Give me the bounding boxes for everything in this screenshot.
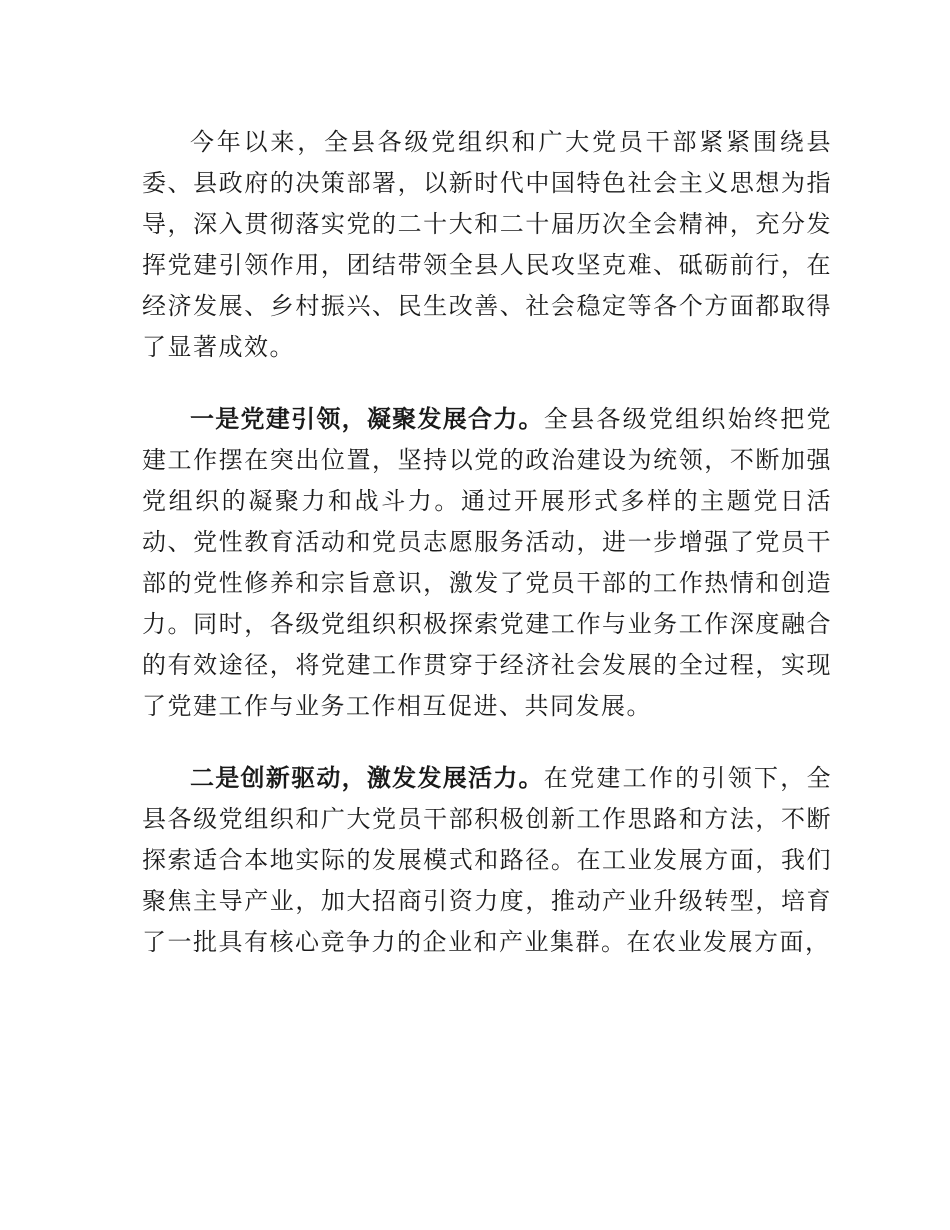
section-two-paragraph: [142, 758, 832, 963]
section-two-heading: 二是创新驱动，激发发展活力。: [190, 764, 544, 792]
section-one-heading: 一是党建引领，凝聚发展合力。: [190, 405, 544, 433]
section-one-paragraph: [142, 399, 832, 727]
paragraph-text: 在党建工作的引领下，全县各级党组织和广大党员干部积极创新工作思路和方法，不断探索适合本地实际的发展模式和路径。在工业发展方面，我们聚焦主导产业，加大招商引资力度，推动产业升级转型，培育了一批具有核心竞争力的企业和产业集群。在农业发展方面，: [142, 764, 833, 956]
paragraph-text: 全县各级党组织始终把党建工作摆在突出位置，坚持以党的政治建设为统领，不断加强党组织的凝聚力和战斗力。通过开展形式多样的主题党日活动、党性教育活动和党员志愿服务活动，进一步增强了党员干部的党性修养和宗旨意识，激发了党员干部的工作热情和创造力。同时，各级党组织积极探索党建工作与业务工作深度融合的有效途径，将党建工作贯穿于经济社会发展的全过程，实现了党建工作与业务工作相互促进、共同发展。: [142, 405, 833, 720]
paragraph-text: 今年以来，全县各级党组织和广大党员干部紧紧围绕县委、县政府的决策部署，以新时代中国特色社会主义思想为指导，深入贯彻落实党的二十大和二十届历次全会精神，充分发挥党建引领作用，团结带领全县人民攻坚克难、砥砺前行，在经济发展、乡村振兴、民生改善、社会稳定等各个方面都取得了显著成效。: [142, 128, 832, 361]
intro-paragraph: [142, 122, 832, 368]
document-body: [142, 122, 832, 963]
